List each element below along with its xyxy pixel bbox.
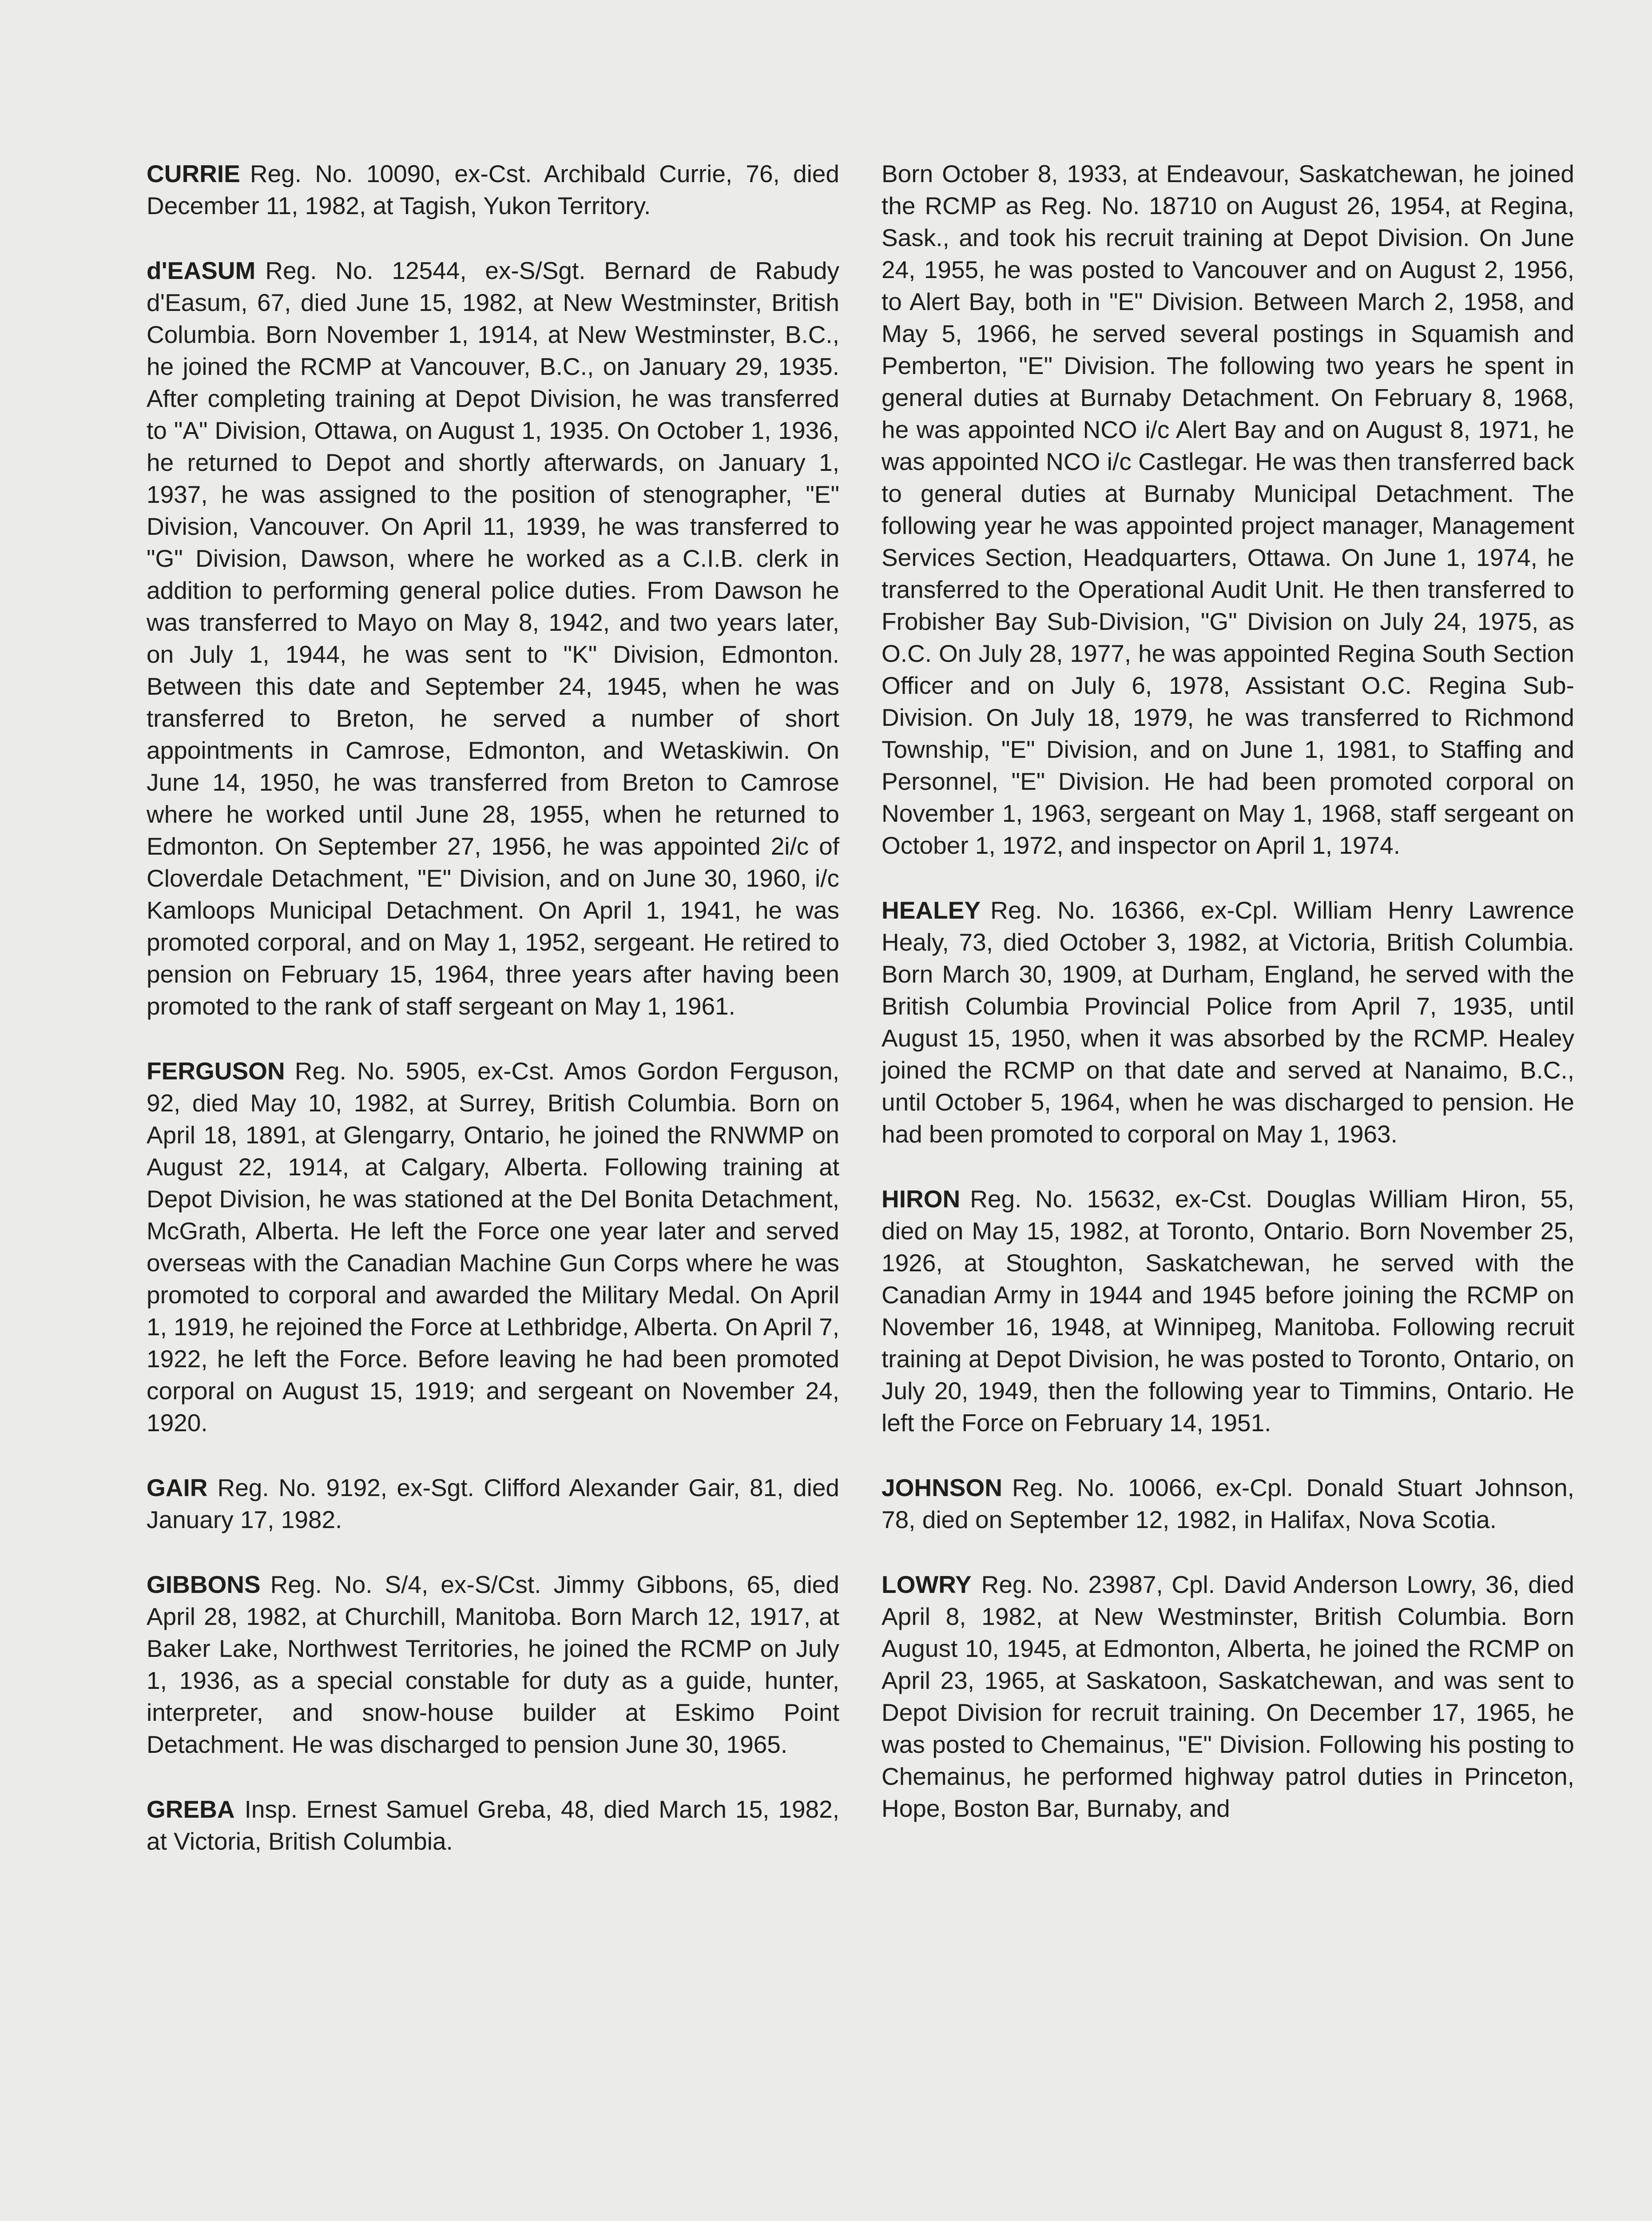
obituary-entry — [147, 1793, 839, 1857]
obituary-entry-continued — [882, 158, 1574, 861]
obituary-entry — [147, 1472, 839, 1536]
entry-text: Reg. No. 10090, ex-Cst. Archibald Currie, 76, died December 11, 1982, at Tagish, Yukon Territory. — [147, 160, 839, 219]
entry-surname: FERGUSON — [147, 1057, 285, 1085]
entry-text: Reg. No. 9192, ex-Sgt. Clifford Alexander Gair, 81, died January 17, 1982. — [147, 1474, 839, 1533]
obituary-entry — [882, 1472, 1574, 1536]
entry-text: Reg. No. 23987, Cpl. David Anderson Lowry, 36, died April 8, 1982, at New Westminster, British Columbia. Born August 10, 1945, at Edmonton, Alberta, he joined the RCMP on April 23, 1965, at Saskatoon, Saskatchewan, and was sent to Depot Division for recruit training. On December 17, 1965, he was posted to Chemainus, "E" Division. Following his posting to Chemainus, he performed highway patrol duties in Princeton, Hope, Boston Bar, Burnaby, and — [882, 1571, 1574, 1822]
entry-surname: HIRON — [882, 1185, 961, 1213]
entry-surname: GIBBONS — [147, 1571, 261, 1598]
entry-surname: JOHNSON — [882, 1474, 1002, 1501]
entry-text: Reg. No. 16366, ex-Cpl. William Henry Lawrence Healy, 73, died October 3, 1982, at Victoria, British Columbia. Born March 30, 1909, at Durham, England, he served with the British Columbia Provincial Police from April 7, 1935, until August 15, 1950, when it was absorbed by the RCMP. Healey joined the RCMP on that date and served at Nanaimo, B.C., until October 5, 1964, when he was discharged to pension. He had been promoted to corporal on May 1, 1963. — [882, 896, 1574, 1148]
obituary-entry — [147, 255, 839, 1022]
obituary-entry — [882, 1568, 1574, 1824]
entry-text: Reg. No. 12544, ex-S/Sgt. Bernard de Rabudy d'Easum, 67, died June 15, 1982, at New Westminster, British Columbia. Born November 1, 1914, at New Westminster, B.C., he joined the RCMP at Vancouver, B.C., on January 29, 1935. After completing training at Depot Division, he was transferred to "A" Division, Ottawa, on August 1, 1935. On October 1, 1936, he returned to Depot and shortly afterwards, on January 1, 1937, he was assigned to the position of stenographer, "E" Division, Vancouver. On April 11, 1939, he was transferred to "G" Division, Dawson, where he worked as a C.I.B. clerk in addition to performing general police duties. From Dawson he was transferred to Mayo on May 8, 1942, and two years later, on July 1, 1944, he was sent to "K" Division, Edmonton. Between this date and September 24, 1945, when he was transferred to Breton, he served a number of short appointments in Camrose, Edmonton, and Wetaskiwin. On June 14, 1950, he was transferred from Breton to Camrose where he worked until June 28, 1955, when he returned to Edmonton. On September 27, 1956, he was appointed 2i/c of Cloverdale Detachment, "E" Division, and on June 30, 1960, i/c Kamloops Municipal Detachment. On April 1, 1941, he was promoted corporal, and on May 1, 1952, sergeant. He retired to pension on February 15, 1964, three years after having been promoted to the rank of staff sergeant on May 1, 1961. — [147, 257, 839, 1020]
entry-text: Insp. Ernest Samuel Greba, 48, died March 15, 1982, at Victoria, British Columbia. — [147, 1795, 839, 1855]
right-column — [882, 158, 1574, 1857]
obituary-entry — [882, 894, 1574, 1150]
left-column — [147, 158, 839, 1890]
entry-text: Reg. No. 5905, ex-Cst. Amos Gordon Ferguson, 92, died May 10, 1982, at Surrey, British Columbia. Born on April 18, 1891, at Glengarry, Ontario, he joined the RNWMP on August 22, 1914, at Calgary, Alberta. Following training at Depot Division, he was stationed at the Del Bonita Detachment, McGrath, Alberta. He left the Force one year later and served overseas with the Canadian Machine Gun Corps where he was promoted to corporal and awarded the Military Medal. On April 1, 1919, he rejoined the Force at Lethbridge, Alberta. On April 7, 1922, he left the Force. Before leaving he had been promoted corporal on August 15, 1919; and sergeant on November 24, 1920. — [147, 1057, 839, 1437]
obituary-entry — [882, 1183, 1574, 1439]
entry-text: Reg. No. 10066, ex-Cpl. Donald Stuart Johnson, 78, died on September 12, 1982, in Halifax, Nova Scotia. — [882, 1474, 1574, 1533]
entry-text: Born October 8, 1933, at Endeavour, Saskatchewan, he joined the RCMP as Reg. No. 18710 on August 26, 1954, at Regina, Sask., and took his recruit training at Depot Division. On June 24, 1955, he was posted to Vancouver and on August 2, 1956, to Alert Bay, both in "E" Division. Between March 2, 1958, and May 5, 1966, he served several postings in Squamish and Pemberton, "E" Division. The following two years he spent in general duties at Burnaby Detachment. On February 8, 1968, he was appointed NCO i/c Alert Bay and on August 8, 1971, he was appointed NCO i/c Castlegar. He was then transferred back to general duties at Burnaby Municipal Detachment. The following year he was appointed project manager, Management Services Section, Headquarters, Ottawa. On June 1, 1974, he transferred to the Operational Audit Unit. He then transferred to Frobisher Bay Sub-Division, "G" Division on July 24, 1975, as O.C. On July 28, 1977, he was appointed Regina South Section Officer and on July 6, 1978, Assistant O.C. Regina Sub-Division. On July 18, 1979, he was transferred to Richmond Township, "E" Division, and on June 1, 1981, to Staffing and Personnel, "E" Division. He had been promoted corporal on November 1, 1963, sergeant on May 1, 1968, staff sergeant on October 1, 1972, and inspector on April 1, 1974. — [882, 160, 1574, 859]
entry-surname: d'EASUM — [147, 257, 256, 284]
entry-text: Reg. No. 15632, ex-Cst. Douglas William Hiron, 55, died on May 15, 1982, at Toronto, Ontario. Born November 25, 1926, at Stoughton, Saskatchewan, he served with the Canadian Army in 1944 and 1945 before joining the RCMP on November 16, 1948, at Winnipeg, Manitoba. Following recruit training at Depot Division, he was posted to Toronto, Ontario, on July 20, 1949, then the following year to Timmins, Ontario. He left the Force on February 14, 1951. — [882, 1185, 1574, 1437]
entry-text: Reg. No. S/4, ex-S/Cst. Jimmy Gibbons, 65, died April 28, 1982, at Churchill, Manitoba. Born March 12, 1917, at Baker Lake, Northwest Territories, he joined the RCMP on July 1, 1936, as a special constable for duty as a guide, hunter, interpreter, and snow-house builder at Eskimo Point Detachment. He was discharged to pension June 30, 1965. — [147, 1571, 839, 1758]
entry-surname: HEALEY — [882, 896, 981, 924]
obituary-entry — [147, 1568, 839, 1760]
entry-surname: LOWRY — [882, 1571, 972, 1598]
obituary-entry — [147, 1055, 839, 1439]
entry-surname: GREBA — [147, 1795, 235, 1823]
obituary-entry — [147, 158, 839, 222]
entry-surname: GAIR — [147, 1474, 208, 1501]
entry-surname: CURRIE — [147, 160, 240, 187]
